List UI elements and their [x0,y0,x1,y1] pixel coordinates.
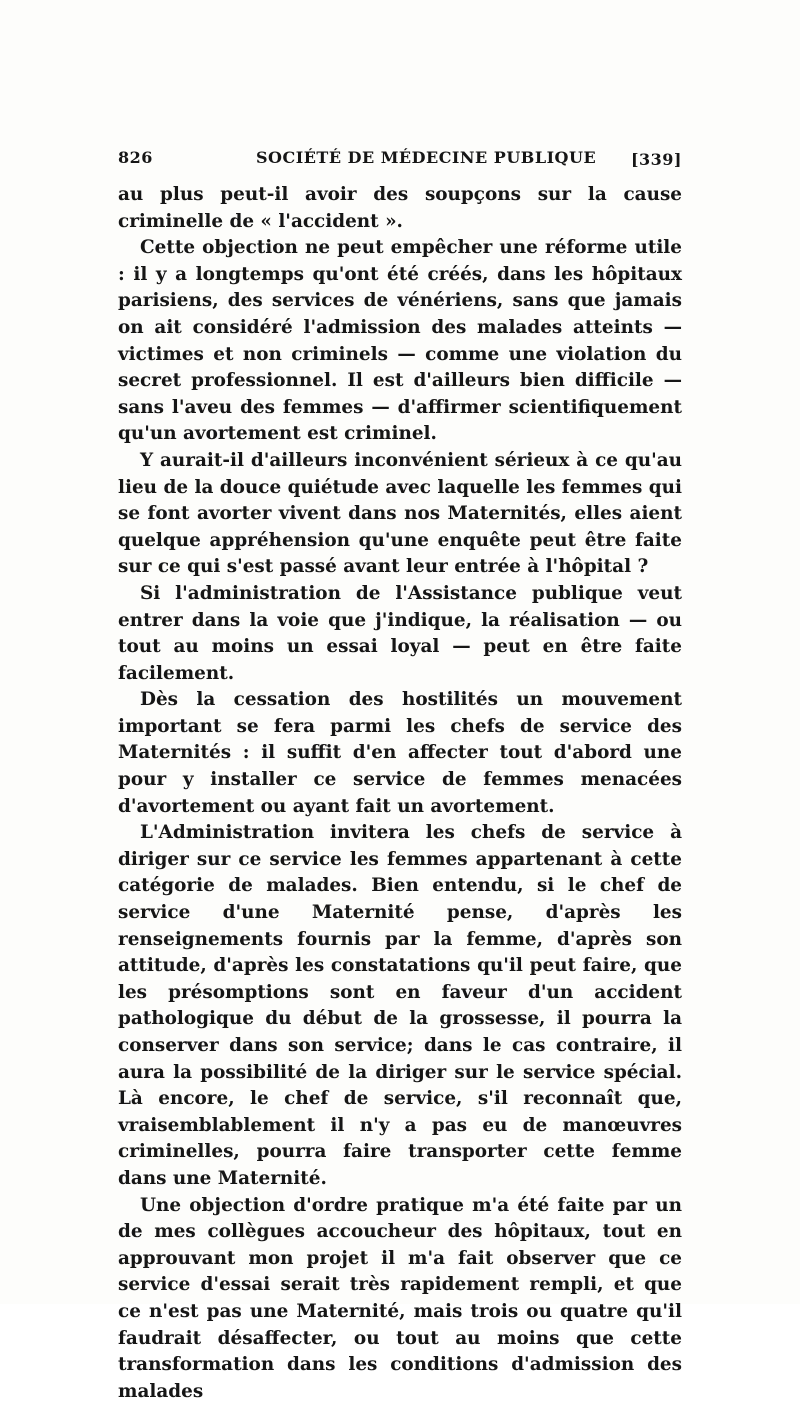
journal-title: SOCIÉTÉ DE MÉDECINE PUBLIQUE [256,148,597,167]
paragraph-continued: au plus peut-il avoir des soupçons sur la cause criminelle de « l'accident ». [118,184,682,232]
paragraph: Si l'administration de l'Assistance publique veut entrer dans la voie que j'indique, la réalisation — ou tout au moins un essai loyal — peut en être faite facilement. [118,582,682,684]
paragraph: Y aurait-il d'ailleurs inconvénient sérieux à ce qu'au lieu de la douce quiétude avec laquelle les femmes qui se font avorter vivent dans nos Maternités, elles aient quelque appréhension qu'une enquête peut être faite sur ce qui s'est passé avant leur entrée à l'hôpital ? [118,449,682,578]
page-number: 826 [118,148,153,167]
paragraph: Une objection d'ordre pratique m'a été faite par un de mes collègues accoucheur des hôpitaux, tout en approuvant mon projet il m'a fait observer que ce service d'essai serait très rapidement rempli, et que ce n'est pas une Maternité, mais trois ou quatre qu'il faudrait désaffecter, ou tout au moins que cette transformation dans les conditions d'admission des malades [118,1194,682,1402]
body-text [118,182,682,1405]
paragraph: L'Administration invitera les chefs de service à diriger sur ce service les femmes appartenant à cette catégorie de malades. Bien entendu, si le chef de service d'une Maternité pense, d'après les renseignements fournis par la femme, d'après son attitude, d'après les constatations qu'il peut faire, que les présomptions sont en faveur d'un accident pathologique du début de la grossesse, il pourra la conserver dans son service; dans le cas contraire, il aura la possibilité de la diriger sur le service spécial. Là encore, le chef de service, s'il reconnaît que, vraisemblablement il n'y a pas eu de manœuvres criminelles, pourra faire transporter cette femme dans une Maternité. [118,822,682,1189]
paragraph: Cette objection ne peut empêcher une réforme utile : il y a longtemps qu'ont été créés, dans les hôpitaux parisiens, des services de vénériens, sans que jamais on ait considéré l'admission des malades atteints — victimes et non criminels — comme une violation du secret professionnel. Il est d'ailleurs bien difficile — sans l'aveu des femmes — d'affirmer scientifiquement qu'un avortement est criminel. [118,237,682,445]
paragraph: Dès la cessation des hostilités un mouvement important se fera parmi les chefs de service des Maternités : il suffit d'en affecter tout d'abord une pour y installer ce service de femmes menacées d'avortement ou ayant fait un avortement. [118,689,682,817]
running-head [118,148,682,172]
bracket-reference: [339] [630,150,682,169]
